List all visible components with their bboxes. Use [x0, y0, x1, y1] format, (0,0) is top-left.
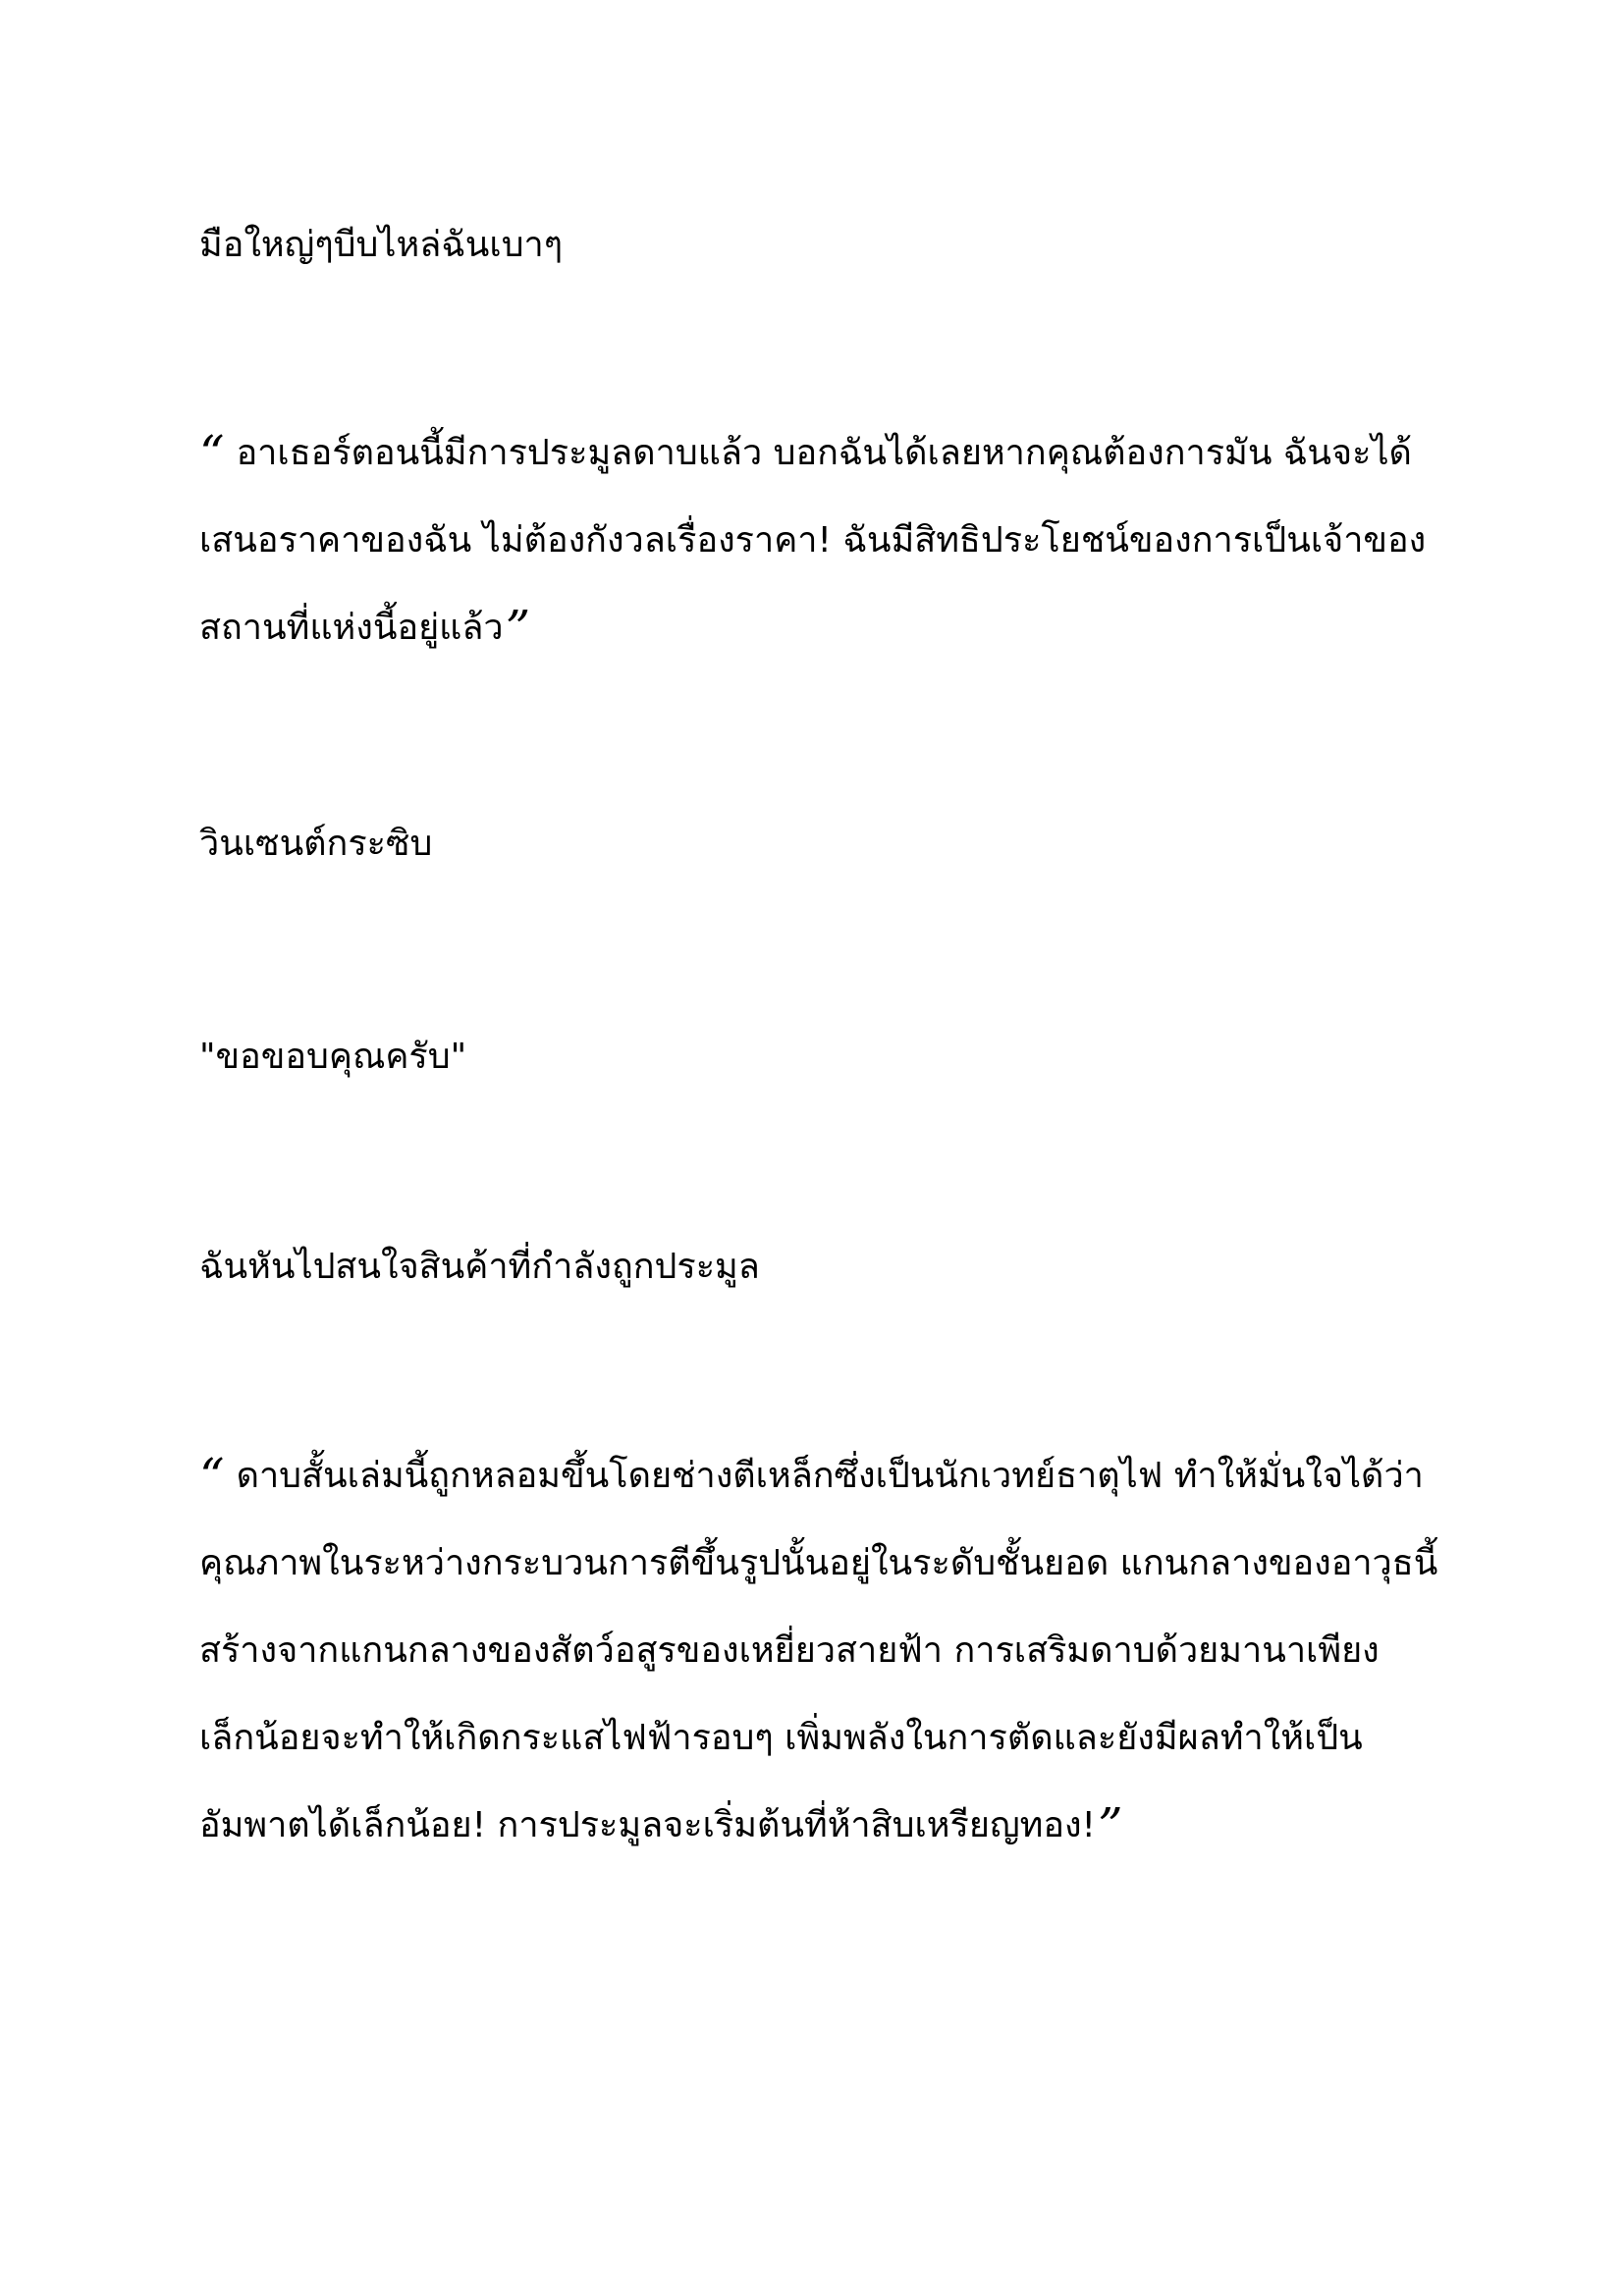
narration-paragraph-2: [199, 800, 1436, 887]
text-line: [199, 584, 1436, 671]
open-quote-mark: “: [199, 1448, 225, 1505]
dialogue-paragraph-1: [199, 409, 1436, 671]
dialogue-paragraph-2: [199, 1432, 1436, 1869]
text-line: ฉันหันไปสนใจสินค้าที่กำลังถูกประมูล: [199, 1247, 760, 1287]
text-line: [199, 1432, 1436, 1520]
narration-paragraph-1: [199, 201, 1436, 289]
text-line-content: สถานที่แห่งนี้อยู่แล้ว: [199, 608, 504, 648]
narration-paragraph-4: [199, 1223, 1436, 1310]
text-line: มือใหญ่ๆบีบไหล่ฉันเบาๆ: [199, 225, 564, 265]
narration-paragraph-3: [199, 1013, 1436, 1100]
text-line: คุณภาพในระหว่างกระบวนการตีขึ้นรูปนั้นอยู่ในระดับชั้นยอด แกนกลางของอาวุธนี้: [199, 1543, 1438, 1583]
text-line-content: อาเธอร์ตอนนี้มีการประมูลดาบแล้ว บอกฉันได้เลยหากคุณต้องการมัน ฉันจะได้: [236, 433, 1412, 473]
text-line: [199, 409, 1436, 497]
open-quote-mark: “: [199, 425, 225, 482]
text-line-content: อัมพาตได้เล็กน้อย! การประมูลจะเริ่มต้นที่ห้าสิบเหรียญทอง!: [199, 1805, 1096, 1845]
text-line: สร้างจากแกนกลางของสัตว์อสูรของเหยี่ยวสายฟ้า การเสริมดาบด้วยมานาเพียง: [199, 1630, 1380, 1671]
text-line: เล็กน้อยจะทำให้เกิดกระแสไฟฟ้ารอบๆ เพิ่มพลังในการตัดและยังมีผลทำให้เป็น: [199, 1718, 1363, 1758]
text-line: "ขอขอบคุณครับ": [199, 1037, 467, 1077]
close-quote-mark: ”: [1097, 1797, 1123, 1854]
text-line-content: ดาบสั้นเล่มนี้ถูกหลอมขึ้นโดยช่างตีเหล็กซึ่งเป็นนักเวทย์ธาตุไฟ ทำให้มั่นใจได้ว่า: [236, 1456, 1424, 1496]
close-quote-mark: ”: [505, 600, 531, 657]
text-line: เสนอราคาของฉัน ไม่ต้องกังวลเรื่องราคา! ฉันมีสิทธิประโยชน์ของการเป็นเจ้าของ: [199, 520, 1427, 561]
text-line: [199, 1782, 1436, 1869]
text-line: วินเซนต์กระซิบ: [199, 824, 433, 864]
